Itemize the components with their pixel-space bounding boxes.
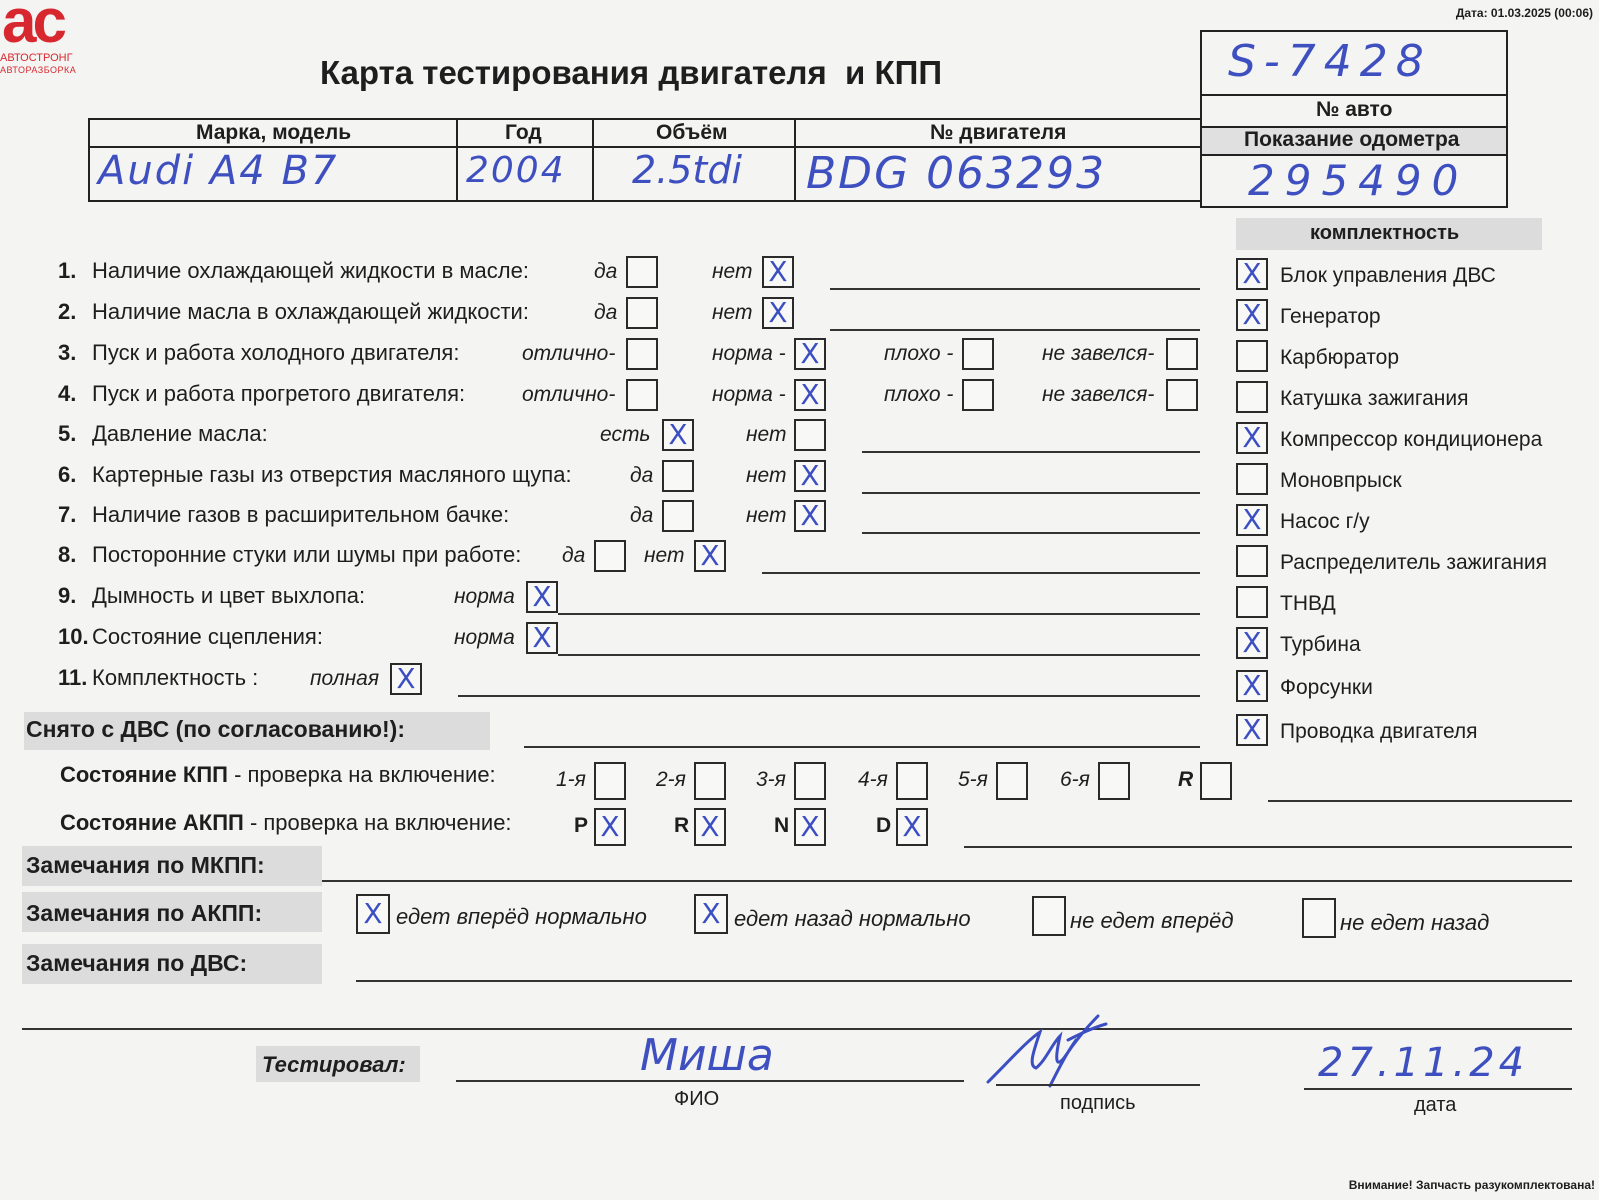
stamp-date: Дата: 01.03.2025 (00:06) <box>1455 6 1593 20</box>
kpp-gear-6-checkbox[interactable] <box>1098 762 1130 800</box>
item-11-text: Комплектность : <box>92 665 259 690</box>
item-6-text: Картерные газы из отверстия масляного щупа: <box>92 462 572 487</box>
item-3-number: 3. <box>58 340 77 365</box>
kpp-gear-3-checkbox[interactable] <box>794 762 826 800</box>
completeness-ecu-checkbox[interactable] <box>1236 258 1268 290</box>
item-9-text: Дымность и цвет выхлопа: <box>92 583 366 608</box>
item-11-number: 11. <box>58 665 88 690</box>
completeness-distributor-label: Распределитель зажигания <box>1280 551 1548 574</box>
item-5-number: 5. <box>58 421 77 446</box>
item-3-nostart-label: не завелся- <box>1042 342 1155 365</box>
logo-letters: ac <box>2 0 63 56</box>
item-1-note-line[interactable] <box>830 288 1200 290</box>
signature-image <box>980 1010 1120 1090</box>
completeness-mono-injection-checkbox[interactable] <box>1236 463 1268 495</box>
item-5-yes-label: есть <box>600 423 651 446</box>
akpp-no-forward-checkbox[interactable] <box>1032 896 1066 936</box>
kpp-gear-4-label: 4-я <box>858 768 888 791</box>
item-10-normal-checkbox[interactable] <box>526 622 558 654</box>
item-2-no-checkbox[interactable] <box>762 297 794 329</box>
kpp-gear-2-label: 2-я <box>656 768 686 791</box>
akpp-reverse-ok-checkbox[interactable] <box>694 894 728 934</box>
item-8-yes-label: да <box>562 544 586 567</box>
check-mark-icon: X <box>700 810 720 843</box>
completeness-ecu-label: Блок управления ДВС <box>1280 264 1496 287</box>
item-6-yes-label: да <box>630 464 654 487</box>
item-2-yes-label: да <box>594 301 618 324</box>
kpp-gear-1-label: 1-я <box>556 768 586 791</box>
item-3-normal-label: норма - <box>712 342 786 365</box>
check-mark-icon: X <box>768 255 788 288</box>
check-mark-icon: X <box>532 621 552 654</box>
item-7-no-label: нет <box>746 504 787 527</box>
removed-label: Снято с ДВС (по согласованию!): <box>26 716 405 742</box>
check-mark-icon: X <box>1242 298 1262 331</box>
completeness-ps-pump-checkbox[interactable] <box>1236 504 1268 536</box>
check-mark-icon: X <box>1242 503 1262 536</box>
item-4-text: Пуск и работа прогретого двигателя: <box>92 381 466 406</box>
item-4-excellent-checkbox[interactable] <box>626 379 658 411</box>
item-2-text: Наличие масла в охлаждающей жидкости: <box>92 299 529 324</box>
completeness-ignition-coil-checkbox[interactable] <box>1236 381 1268 413</box>
dvs-notes-label: Замечания по ДВС: <box>26 950 248 976</box>
akpp-gear-p-label: P <box>574 814 589 837</box>
akpp-gear-n-label: N <box>774 814 790 837</box>
kpp-gear-4-checkbox[interactable] <box>896 762 928 800</box>
item-2-yes-checkbox[interactable] <box>626 297 658 329</box>
check-mark-icon: X <box>1242 713 1262 746</box>
name-caption: ФИО <box>674 1088 720 1110</box>
item-1-text: Наличие охлаждающей жидкости в масле: <box>92 258 529 283</box>
completeness-distributor-checkbox[interactable] <box>1236 545 1268 577</box>
item-5-text: Давление масла: <box>92 421 268 446</box>
item-9-note-line[interactable] <box>558 613 1200 615</box>
logo-line2: АВТОРАЗБОРКА <box>0 65 77 75</box>
item-1-no-checkbox[interactable] <box>762 256 794 288</box>
item-6-no-checkbox[interactable] <box>794 460 826 492</box>
completeness-wiring-checkbox[interactable] <box>1236 714 1268 746</box>
item-9-number: 9. <box>58 583 77 608</box>
item-8-number: 8. <box>58 542 77 567</box>
check-mark-icon: X <box>800 337 820 370</box>
item-8-note-line[interactable] <box>762 572 1200 574</box>
logo-line1: АВТОСТРОНГ <box>0 52 73 64</box>
header-year-value: 2004 <box>466 150 566 191</box>
akpp-forward-ok-label: едет вперёд нормально <box>396 904 647 929</box>
check-mark-icon: X <box>700 539 720 572</box>
item-10-number: 10. <box>58 624 89 649</box>
item-1-yes-label: да <box>594 260 618 283</box>
akpp-no-reverse-label: не едет назад <box>1340 910 1490 935</box>
item-1-no-label: нет <box>712 260 753 283</box>
akpp-gear-p-checkbox[interactable] <box>594 808 626 846</box>
akpp-title: Состояние АКПП <box>60 810 244 835</box>
item-7-yes-checkbox[interactable] <box>662 500 694 532</box>
completeness-ps-pump-label: Насос г/у <box>1280 510 1370 533</box>
akpp-gear-n-checkbox[interactable] <box>794 808 826 846</box>
kpp-gear-6-label: 6-я <box>1060 768 1090 791</box>
akpp-notes-label: Замечания по АКПП: <box>26 900 263 926</box>
item-6-no-label: нет <box>746 464 787 487</box>
kpp-row <box>60 762 496 788</box>
akpp-reverse-ok-label: едет назад нормально <box>734 906 971 931</box>
check-mark-icon: X <box>668 418 688 451</box>
item-3-text: Пуск и работа холодного двигателя: <box>92 340 460 365</box>
dvs-notes-line-2[interactable] <box>22 1028 1572 1030</box>
name-line[interactable] <box>456 1080 964 1082</box>
item-1-yes-checkbox[interactable] <box>626 256 658 288</box>
completeness-mono-injection-label: Моновпрыск <box>1280 469 1402 492</box>
item-3-excellent-checkbox[interactable] <box>626 338 658 370</box>
kpp-gear-5-checkbox[interactable] <box>996 762 1028 800</box>
item-2-number: 2. <box>58 299 77 324</box>
check-mark-icon: X <box>1242 421 1262 454</box>
item-1-number: 1. <box>58 258 77 283</box>
car-no-label: № авто <box>1316 98 1393 121</box>
completeness-turbo-label: Турбина <box>1280 633 1361 656</box>
signature-caption: подпись <box>1060 1092 1136 1114</box>
completeness-title: комплектность <box>1310 222 1460 244</box>
akpp-gear-r-checkbox[interactable] <box>694 808 726 846</box>
completeness-ac-compressor-label: Компрессор кондиционера <box>1280 428 1543 451</box>
item-11-full-label: полная <box>310 667 380 690</box>
item-3-normal-checkbox[interactable] <box>794 338 826 370</box>
mkpp-notes-line[interactable] <box>322 880 1572 882</box>
check-mark-icon: X <box>1242 257 1262 290</box>
item-4-nostart-checkbox[interactable] <box>1166 379 1198 411</box>
item-5-no-checkbox[interactable] <box>794 419 826 451</box>
item-3-nostart-checkbox[interactable] <box>1166 338 1198 370</box>
check-mark-icon: X <box>600 810 620 843</box>
akpp-forward-ok-checkbox[interactable] <box>356 894 390 934</box>
item-5-no-label: нет <box>746 423 787 446</box>
date-line[interactable] <box>1304 1088 1572 1090</box>
item-6-note-line[interactable] <box>862 492 1200 494</box>
signature-line[interactable] <box>996 1084 1200 1086</box>
completeness-injectors-checkbox[interactable] <box>1236 670 1268 702</box>
item-5-note-line[interactable] <box>862 451 1200 453</box>
kpp-gear-2-checkbox[interactable] <box>694 762 726 800</box>
completeness-carburetor-checkbox[interactable] <box>1236 340 1268 372</box>
completeness-ac-compressor-checkbox[interactable] <box>1236 422 1268 454</box>
item-4-normal-checkbox[interactable] <box>794 379 826 411</box>
kpp-gear-5-label: 5-я <box>958 768 988 791</box>
akpp-note-line[interactable] <box>964 846 1572 848</box>
check-mark-icon: X <box>768 296 788 329</box>
item-9-normal-checkbox[interactable] <box>526 581 558 613</box>
check-mark-icon: X <box>396 662 416 695</box>
akpp-no-reverse-checkbox[interactable] <box>1302 898 1336 938</box>
tested-label: Тестировал: <box>262 1052 406 1077</box>
check-mark-icon: X <box>800 499 820 532</box>
dvs-notes-line[interactable] <box>356 980 1572 982</box>
check-mark-icon: X <box>1242 626 1262 659</box>
item-7-no-checkbox[interactable] <box>794 500 826 532</box>
item-4-bad-checkbox[interactable] <box>962 379 994 411</box>
item-5-yes-checkbox[interactable] <box>662 419 694 451</box>
completeness-ignition-coil-label: Катушка зажигания <box>1280 387 1469 410</box>
item-4-excellent-label: отлично- <box>522 383 616 406</box>
completeness-carburetor-label: Карбюратор <box>1280 346 1400 369</box>
test-date: 27.11.24 <box>1318 1040 1529 1086</box>
header-brand-value: Audi A4 B7 <box>98 148 339 194</box>
akpp-gear-d-checkbox[interactable] <box>896 808 928 846</box>
completeness-turbo-checkbox[interactable] <box>1236 627 1268 659</box>
item-3-excellent-label: отлично- <box>522 342 616 365</box>
completeness-wiring-label: Проводка двигателя <box>1280 720 1478 743</box>
item-9-normal-label: норма <box>454 585 515 608</box>
item-8-text: Посторонние стуки или шумы при работе: <box>92 542 522 567</box>
removed-note-line[interactable] <box>524 746 1200 748</box>
header-engine-value: BDG 063293 <box>806 148 1107 199</box>
check-mark-icon: X <box>800 459 820 492</box>
completeness-injection-pump-label: ТНВД <box>1280 592 1336 615</box>
item-11-full-checkbox[interactable] <box>390 663 422 695</box>
akpp-gear-d-label: D <box>876 814 892 837</box>
signature-stroke <box>988 1016 1106 1086</box>
item-11-note-line[interactable] <box>458 695 1200 697</box>
check-mark-icon: X <box>363 897 383 930</box>
check-mark-icon: X <box>532 580 552 613</box>
item-4-number: 4. <box>58 381 77 406</box>
check-mark-icon: X <box>800 378 820 411</box>
warning-text: Внимание! Запчасть разукомплектована! <box>1348 1178 1595 1192</box>
completeness-injectors-label: Форсунки <box>1280 676 1373 699</box>
header-year-label: Год <box>505 121 542 144</box>
item-7-text: Наличие газов в расширительном бачке: <box>92 502 510 527</box>
header-volume-value: 2.5tdi <box>632 148 743 192</box>
kpp-gear-1-checkbox[interactable] <box>594 762 626 800</box>
item-10-normal-label: норма <box>454 626 515 649</box>
mkpp-notes-label: Замечания по МКПП: <box>26 852 265 878</box>
odometer-value: 295490 <box>1248 156 1469 205</box>
item-10-text: Состояние сцепления: <box>92 624 323 649</box>
item-7-yes-label: да <box>630 504 654 527</box>
item-3-bad-checkbox[interactable] <box>962 338 994 370</box>
akpp-no-forward-label: не едет вперёд <box>1070 908 1234 933</box>
header-volume-label: Объём <box>656 121 728 144</box>
kpp-rest: - проверка на включение: <box>227 762 496 787</box>
akpp-gear-r-label: R <box>674 814 690 837</box>
item-6-yes-checkbox[interactable] <box>662 460 694 492</box>
check-mark-icon: X <box>701 897 721 930</box>
page-title: Карта тестирования двигателя и КПП <box>320 54 943 91</box>
item-3-bad-label: плохо - <box>884 342 954 365</box>
kpp-gear-r-checkbox[interactable] <box>1200 762 1232 800</box>
item-10-note-line[interactable] <box>558 654 1200 656</box>
akpp-rest: - проверка на включение: <box>243 810 512 835</box>
odometer-label: Показание одометра <box>1244 128 1460 151</box>
item-8-no-label: нет <box>644 544 685 567</box>
header-brand-label: Марка, модель <box>196 121 352 144</box>
item-4-bad-label: плохо - <box>884 383 954 406</box>
item-8-yes-checkbox[interactable] <box>594 540 626 572</box>
item-7-number: 7. <box>58 502 77 527</box>
check-mark-icon: X <box>800 810 820 843</box>
completeness-generator-label: Генератор <box>1280 305 1381 328</box>
item-6-number: 6. <box>58 462 77 487</box>
date-caption: дата <box>1414 1094 1457 1116</box>
item-2-note-line[interactable] <box>830 329 1200 331</box>
item-4-nostart-label: не завелся- <box>1042 383 1155 406</box>
logo <box>0 0 110 78</box>
header-engine-label: № двигателя <box>930 121 1067 144</box>
item-8-no-checkbox[interactable] <box>694 540 726 572</box>
item-2-no-label: нет <box>712 301 753 324</box>
completeness-injection-pump-checkbox[interactable] <box>1236 586 1268 618</box>
akpp-row <box>60 810 512 836</box>
kpp-note-line[interactable] <box>1268 800 1572 802</box>
kpp-gear-3-label: 3-я <box>756 768 786 791</box>
tester-name: Миша <box>640 1030 774 1081</box>
kpp-gear-r-label: R <box>1178 768 1194 791</box>
check-mark-icon: X <box>1242 669 1262 702</box>
item-4-normal-label: норма - <box>712 383 786 406</box>
item-7-note-line[interactable] <box>862 532 1200 534</box>
car-no-value: S-7428 <box>1228 36 1432 87</box>
kpp-title: Состояние КПП <box>60 762 228 787</box>
check-mark-icon: X <box>902 810 922 843</box>
completeness-generator-checkbox[interactable] <box>1236 299 1268 331</box>
